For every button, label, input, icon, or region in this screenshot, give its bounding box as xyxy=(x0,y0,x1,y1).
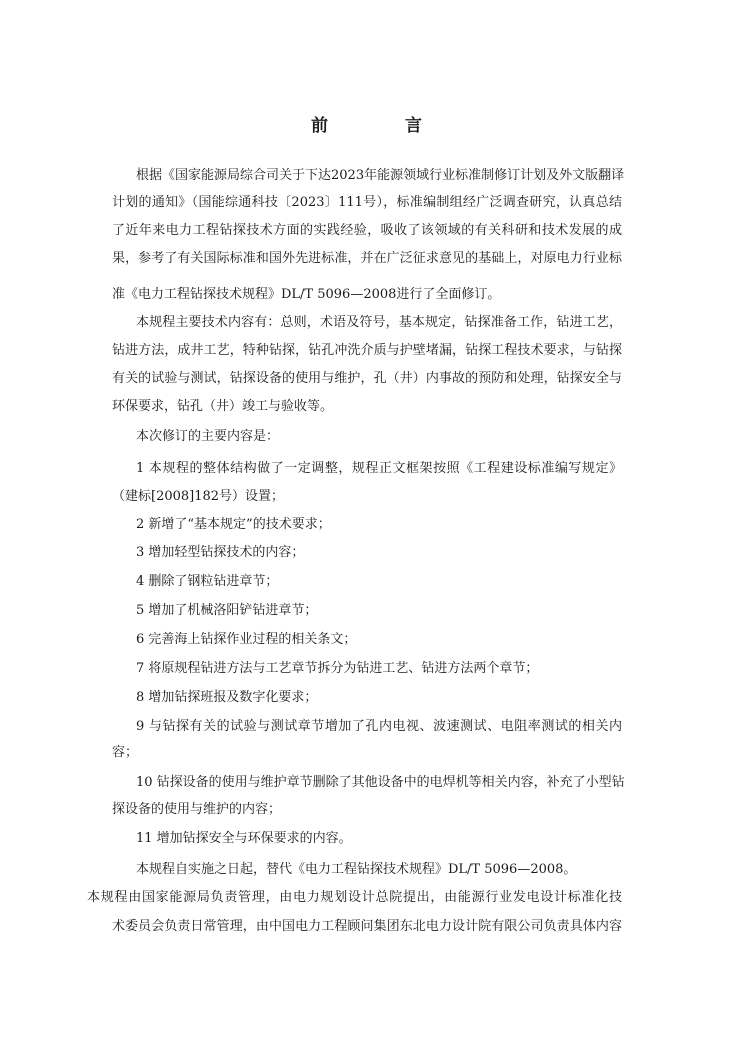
list-item: 3 增加轻型钻探技术的内容； xyxy=(136,545,305,560)
list-item-continuation: （建标[2008]182号）设置； xyxy=(112,489,285,504)
page-title: 前 言 xyxy=(311,116,452,136)
paragraph-line: 果，参考了有关国际标准和国外先进标准，并在广泛征求意见的基础上，对原电力行业标 xyxy=(112,251,622,266)
list-item-continuation: 容； xyxy=(112,745,139,760)
paragraph-line: 准《电力工程钻探技术规程》DL/T 5096—2008进行了全面修订。 xyxy=(112,287,501,302)
paragraph-line: 本规程自实施之日起，替代《电力工程钻探技术规程》DL/T 5096—2008。 xyxy=(136,862,577,877)
paragraph-line: 本规程主要技术内容有：总则，术语及符号，基本规定，钻探准备工作，钻进工艺， xyxy=(136,315,622,330)
list-item: 10 钻探设备的使用与维护章节删除了其他设备中的电焊机等相关内容，补充了小型钻 xyxy=(136,775,625,790)
list-item: 1 本规程的整体结构做了一定调整，规程正文框架按照《工程建设标准编写规定》 xyxy=(136,461,622,476)
list-item-continuation: 探设备的使用与维护的内容； xyxy=(112,802,282,817)
paragraph-line: 有关的试验与测试，钻探设备的使用与维护，孔（井）内事故的预防和处理，钻探安全与 xyxy=(112,371,622,386)
list-item: 7 将原规程钻进方法与工艺章节拆分为钻进工艺、钻进方法两个章节； xyxy=(136,661,539,676)
paragraph-line: 计划的通知》（国能综通科技〔2023〕111号），标准编制组经广泛调查研究，认真总结 xyxy=(112,195,622,210)
paragraph-line: 钻进方法，成井工艺，特种钻探，钻孔冲洗介质与护壁堵漏，钻探工程技术要求，与钻探 xyxy=(112,343,622,358)
list-item: 6 完善海上钻探作业过程的相关条文； xyxy=(136,632,357,647)
list-item: 8 增加钻探班报及数字化要求； xyxy=(136,690,318,705)
paragraph-line: 环保要求，钻孔（井）竣工与验收等。 xyxy=(112,399,334,414)
paragraph-line: 根据《国家能源局综合司关于下达2023年能源领域行业标准制修订计划及外文版翻译 xyxy=(136,168,625,183)
list-item: 5 增加了机械洛阳铲钻进章节； xyxy=(136,603,318,618)
list-item: 4 删除了钢粒钻进章节； xyxy=(136,574,279,589)
list-item: 11 增加钻探安全与环保要求的内容。 xyxy=(136,831,352,846)
list-item: 2 新增了“基本规定”的技术要求； xyxy=(136,517,331,532)
paragraph-line: 本次修订的主要内容是： xyxy=(136,429,280,444)
paragraph-line: 了近年来电力工程钻探技术方面的实践经验，吸收了该领域的有关科研和技术发展的成 xyxy=(112,223,622,238)
paragraph-line: 术委员会负责日常管理，由中国电力工程顾问集团东北电力设计院有限公司负责具体内容 xyxy=(112,919,622,934)
list-item: 9 与钻探有关的试验与测试章节增加了孔内电视、波速测试、电阻率测试的相关内 xyxy=(136,719,622,734)
paragraph-line: 本规程由国家能源局负责管理，由电力规划设计总院提出，由能源行业发电设计标准化技 xyxy=(87,890,622,905)
